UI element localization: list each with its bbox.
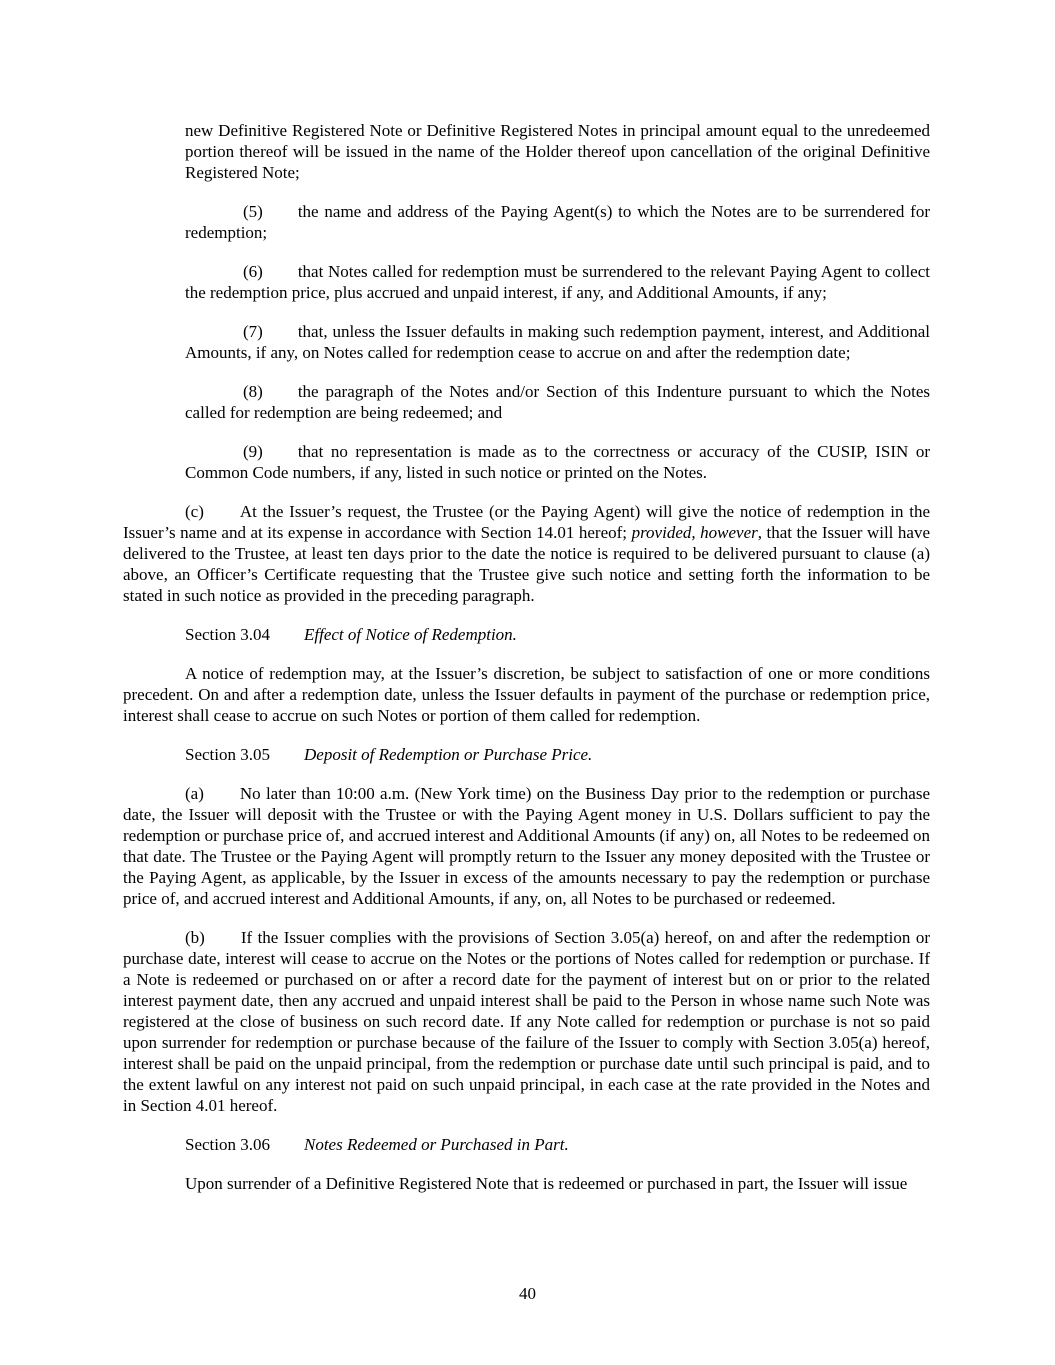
item-number: (6) <box>243 262 263 281</box>
tab-space <box>270 1149 304 1150</box>
tab-space <box>263 336 298 337</box>
section-number: Section 3.04 <box>185 625 270 644</box>
item-number: (9) <box>243 442 263 461</box>
item-number: (7) <box>243 322 263 341</box>
item-text: the name and address of the Paying Agent(s) to which the Notes are to be surrendered for redemption; <box>185 202 930 242</box>
paragraph-text: At the Issuer’s request, the Trustee (or the Paying Agent) will give the notice of redemption in the Issuer’s name and at its expense in accordance with Section 14.01 hereof; <box>123 502 930 542</box>
paragraph-text: , that the Issuer will have delivered to the Trustee, at least ten days prior to the date the notice is required to be delivered pursuant to clause (a) above, an Officer’s Certificate requesting that the Trustee give such notice and setting forth the information to be stated in such notice as provided in the preceding paragraph. <box>123 523 930 605</box>
section-heading-3-04 <box>185 624 930 645</box>
paragraph-text-italic: provided, however <box>631 523 758 542</box>
tab-space <box>263 276 298 277</box>
paragraph-c <box>123 501 930 606</box>
item-number: (5) <box>243 202 263 221</box>
list-item-8 <box>185 381 930 423</box>
paragraph-a <box>123 783 930 909</box>
section-title: Effect of Notice of Redemption. <box>304 625 517 644</box>
tab-space <box>204 516 240 517</box>
paragraph-label: (c) <box>185 502 204 521</box>
list-item-9 <box>185 441 930 483</box>
list-item-5 <box>185 201 930 243</box>
item-text: that, unless the Issuer defaults in making such redemption payment, interest, and Additional Amounts, if any, on Notes called for redemption cease to accrue on and after the redemption date; <box>185 322 930 362</box>
tab-space <box>263 396 298 397</box>
paragraph-text: If the Issuer complies with the provisions of Section 3.05(a) hereof, on and after the redemption or purchase date, interest will cease to accrue on the Notes or the portions of Notes called for redemption or purchase. If a Note is redeemed or purchased on or after a record date for the payment of interest but on or prior to the related interest payment date, then any accrued and unpaid interest shall be paid to the Person in whose name such Note was registered at the close of business on such record date. If any Note called for redemption or purchase is not so paid upon surrender for redemption or purchase because of the failure of the Issuer to comply with Section 3.05(a) hereof, interest shall be paid on the unpaid principal, from the redemption or purchase date until such principal is paid, and to the extent lawful on any interest not paid on such unpaid principal, in each case at the rate provided in the Notes and in Section 4.01 hereof. <box>123 928 930 1115</box>
paragraph-3-06-body: Upon surrender of a Definitive Registered Note that is redeemed or purchased in part, the Issuer will issue <box>185 1174 908 1193</box>
section-heading-3-06 <box>185 1134 930 1155</box>
section-heading-3-05 <box>185 744 930 765</box>
tab-space <box>263 456 298 457</box>
paragraph-text: No later than 10:00 a.m. (New York time) on the Business Day prior to the redemption or purchase date, the Issuer will deposit with the Trustee or with the Paying Agent money in U.S. Dollars sufficient to pay the redemption or purchase price of, and accrued interest and Additional Amounts (if any) on, all Notes to be redeemed on that date. The Trustee or the Paying Agent will promptly return to the Issuer any money deposited with the Trustee or the Paying Agent, as applicable, by the Issuer in excess of the amounts necessary to pay the redemption or purchase price of, and accrued interest and Additional Amounts, if any, on, all Notes to be purchased or redeemed. <box>123 784 930 908</box>
item-number: (8) <box>243 382 263 401</box>
item-text: the paragraph of the Notes and/or Section of this Indenture pursuant to which the Notes called for redemption are being redeemed; and <box>185 382 930 422</box>
tab-space <box>263 216 298 217</box>
document-content <box>123 120 930 1212</box>
tab-space <box>270 639 304 640</box>
paragraph-continuation: new Definitive Registered Note or Definitive Registered Notes in principal amount equal to the unredeemed portion thereof will be issued in the name of the Holder thereof upon cancellation of the original Definitive Registered Note; <box>185 121 930 182</box>
tab-space <box>270 759 304 760</box>
section-title: Deposit of Redemption or Purchase Price. <box>304 745 593 764</box>
paragraph-label: (a) <box>185 784 204 803</box>
tab-space <box>205 942 241 943</box>
paragraph-label: (b) <box>185 928 205 947</box>
page-number: 40 <box>519 1284 536 1303</box>
section-number: Section 3.06 <box>185 1135 270 1154</box>
item-text: that no representation is made as to the correctness or accuracy of the CUSIP, ISIN or Common Code numbers, if any, listed in such notice or printed on the Notes. <box>185 442 930 482</box>
list-item-6 <box>185 261 930 303</box>
item-text: that Notes called for redemption must be surrendered to the relevant Paying Agent to collect the redemption price, plus accrued and unpaid interest, if any, and Additional Amounts, if any; <box>185 262 930 302</box>
section-number: Section 3.05 <box>185 745 270 764</box>
paragraph-3-04-body: A notice of redemption may, at the Issuer’s discretion, be subject to satisfaction of one or more conditions precedent. On and after a redemption date, unless the Issuer defaults in payment of the purchase or redemption price, interest shall cease to accrue on such Notes or portion of them called for redemption. <box>123 664 930 725</box>
paragraph-b <box>123 927 930 1116</box>
section-title: Notes Redeemed or Purchased in Part. <box>304 1135 569 1154</box>
list-item-7 <box>185 321 930 363</box>
tab-space <box>204 798 240 799</box>
